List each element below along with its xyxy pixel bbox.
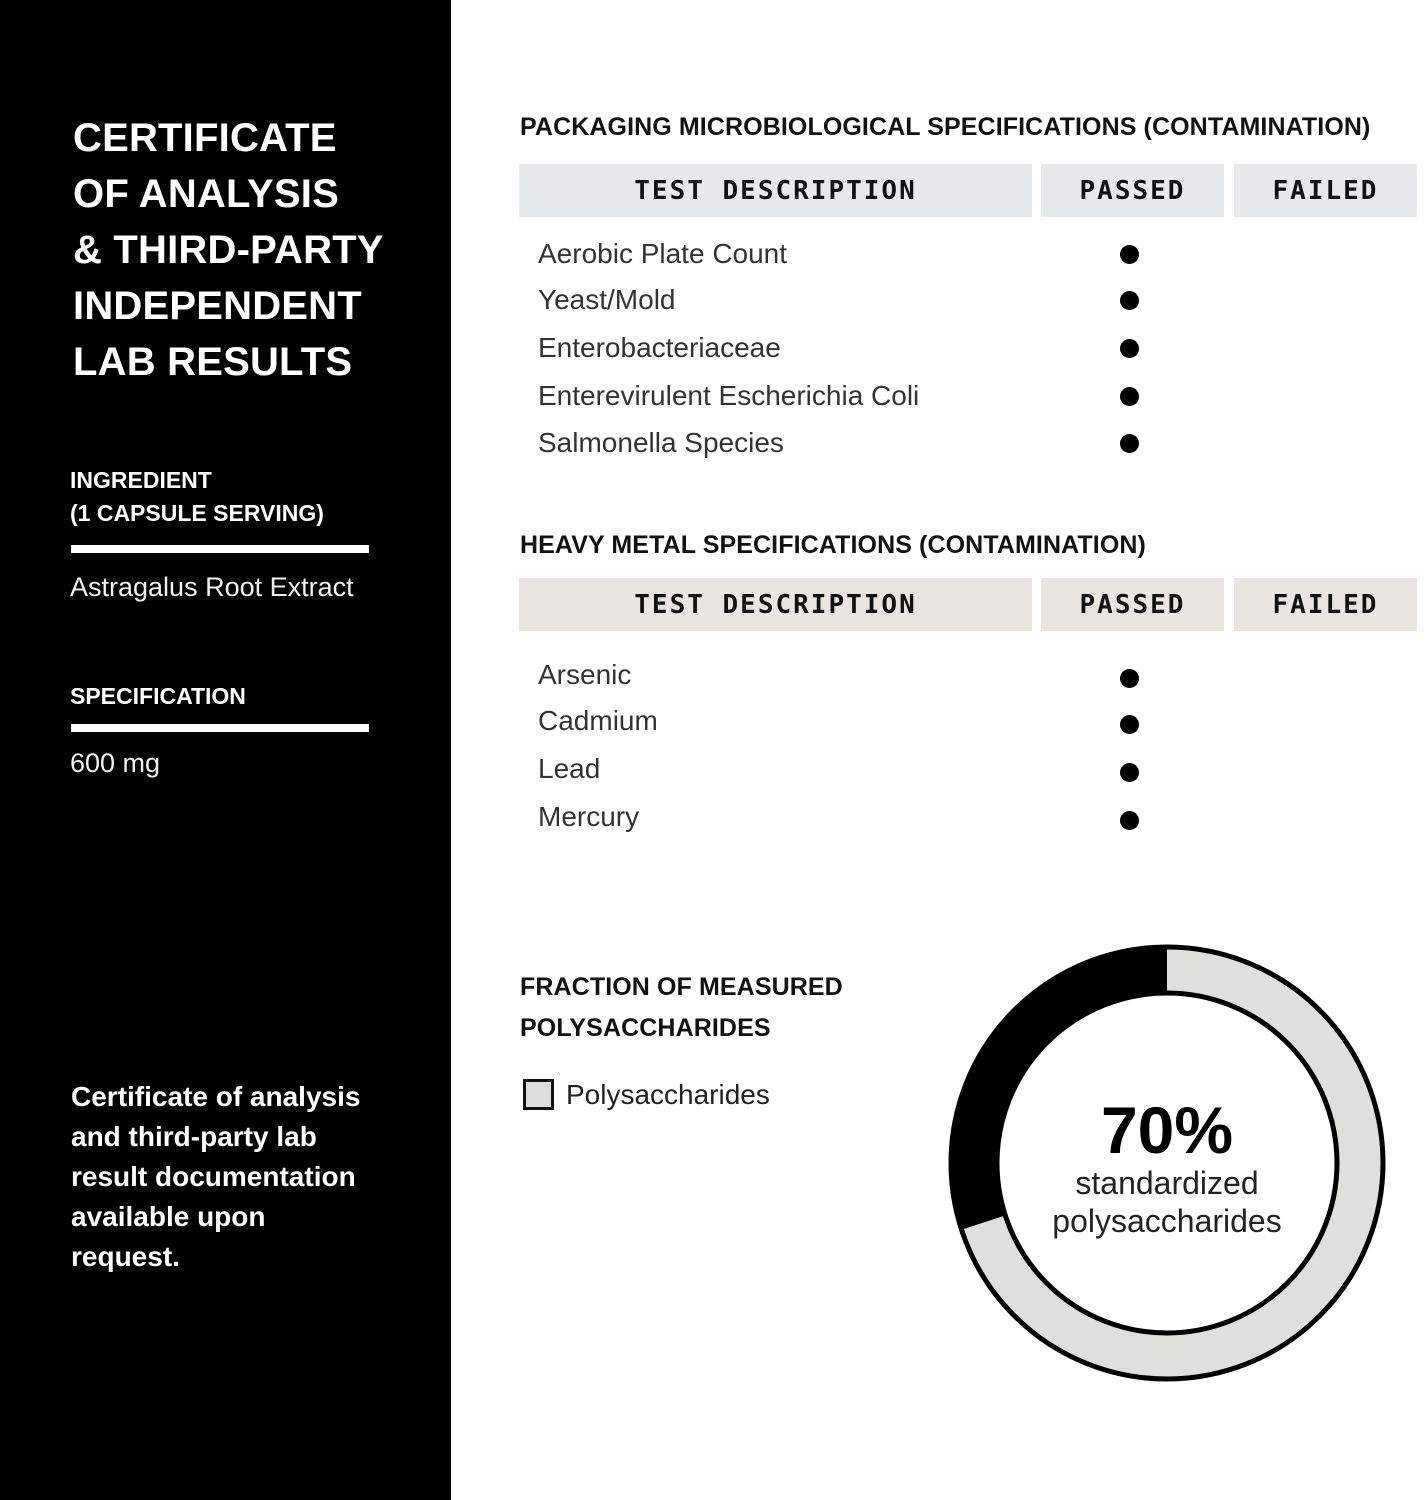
table-row (538, 420, 1418, 466)
polysaccharides-section-title (520, 967, 843, 1049)
metal-header-test-description: TEST DESCRIPTION (519, 578, 1032, 631)
donut-subtitle-line: standardized (1075, 1165, 1259, 1201)
title-line: LAB RESULTS (73, 340, 353, 384)
ingredient-divider (71, 545, 369, 553)
title-line: OF ANALYSIS (73, 172, 339, 216)
passed-dot-icon (1120, 811, 1139, 830)
polysaccharides-donut-chart (946, 942, 1388, 1384)
test-label: Aerobic Plate Count (538, 238, 788, 269)
ingredient-label-line: INGREDIENT (70, 467, 212, 493)
table-row (538, 746, 1418, 792)
polysaccharides-title-line: POLYSACCHARIDES (520, 1014, 771, 1042)
ingredient-value: Astragalus Root Extract (70, 572, 354, 602)
donut-center-label (946, 942, 1388, 1384)
note-line: available upon (71, 1201, 266, 1232)
title-line: INDEPENDENT (73, 284, 362, 328)
heavy-metal-section-title: HEAVY METAL SPECIFICATIONS (CONTAMINATION) (520, 531, 1146, 559)
metal-header-passed: PASSED (1041, 578, 1224, 631)
passed-dot-icon (1120, 763, 1139, 782)
table-row (538, 698, 1418, 744)
donut-subtitle (946, 1164, 1388, 1240)
availability-note (71, 1077, 411, 1277)
certificate-title (73, 110, 433, 390)
passed-dot-icon (1120, 387, 1139, 406)
ingredient-label-line: (1 CAPSULE SERVING) (70, 500, 324, 526)
note-line: Certificate of analysis (71, 1081, 361, 1112)
title-line: & THIRD-PARTY (73, 228, 384, 272)
legend-swatch (523, 1079, 554, 1110)
test-label: Yeast/Mold (538, 284, 676, 315)
test-label: Enterevirulent Escherichia Coli (538, 380, 920, 411)
test-label: Arsenic (538, 659, 632, 690)
specification-label (70, 680, 246, 713)
sidebar (0, 0, 451, 1500)
note-line: result documentation (71, 1161, 356, 1192)
test-label: Cadmium (538, 705, 658, 736)
passed-dot-icon (1120, 291, 1139, 310)
micro-header-failed: FAILED (1234, 164, 1417, 217)
donut-subtitle-line: polysaccharides (1052, 1203, 1282, 1239)
table-row (538, 794, 1418, 840)
ingredient-label (70, 464, 324, 530)
microbiological-section-title: PACKAGING MICROBIOLOGICAL SPECIFICATIONS (CONTAMINATION) (520, 113, 1371, 141)
specification-value: 600 mg (70, 748, 161, 778)
metal-header-failed: FAILED (1234, 578, 1417, 631)
table-row (538, 373, 1418, 419)
micro-header-passed: PASSED (1041, 164, 1224, 217)
passed-dot-icon (1120, 715, 1139, 734)
specification-divider (71, 724, 369, 732)
chart-legend (523, 1079, 770, 1110)
passed-dot-icon (1120, 669, 1139, 688)
micro-header-test-description: TEST DESCRIPTION (519, 164, 1032, 217)
test-label: Lead (538, 753, 601, 784)
table-row (538, 277, 1418, 323)
test-label: Enterobacteriaceae (538, 332, 781, 363)
passed-dot-icon (1120, 339, 1139, 358)
polysaccharides-title-line: FRACTION OF MEASURED (520, 973, 843, 1001)
table-row (538, 652, 1418, 698)
donut-percent: 70% (1100, 1093, 1234, 1167)
specification-label-text: SPECIFICATION (70, 683, 246, 709)
test-label: Salmonella Species (538, 427, 784, 458)
note-line: request. (71, 1241, 180, 1272)
test-label: Mercury (538, 801, 640, 832)
legend-label: Polysaccharides (566, 1079, 770, 1110)
title-line: CERTIFICATE (73, 116, 337, 160)
note-line: and third-party lab (71, 1121, 317, 1152)
table-row (538, 325, 1418, 371)
passed-dot-icon (1120, 245, 1139, 264)
passed-dot-icon (1120, 434, 1139, 453)
table-row (538, 231, 1418, 277)
